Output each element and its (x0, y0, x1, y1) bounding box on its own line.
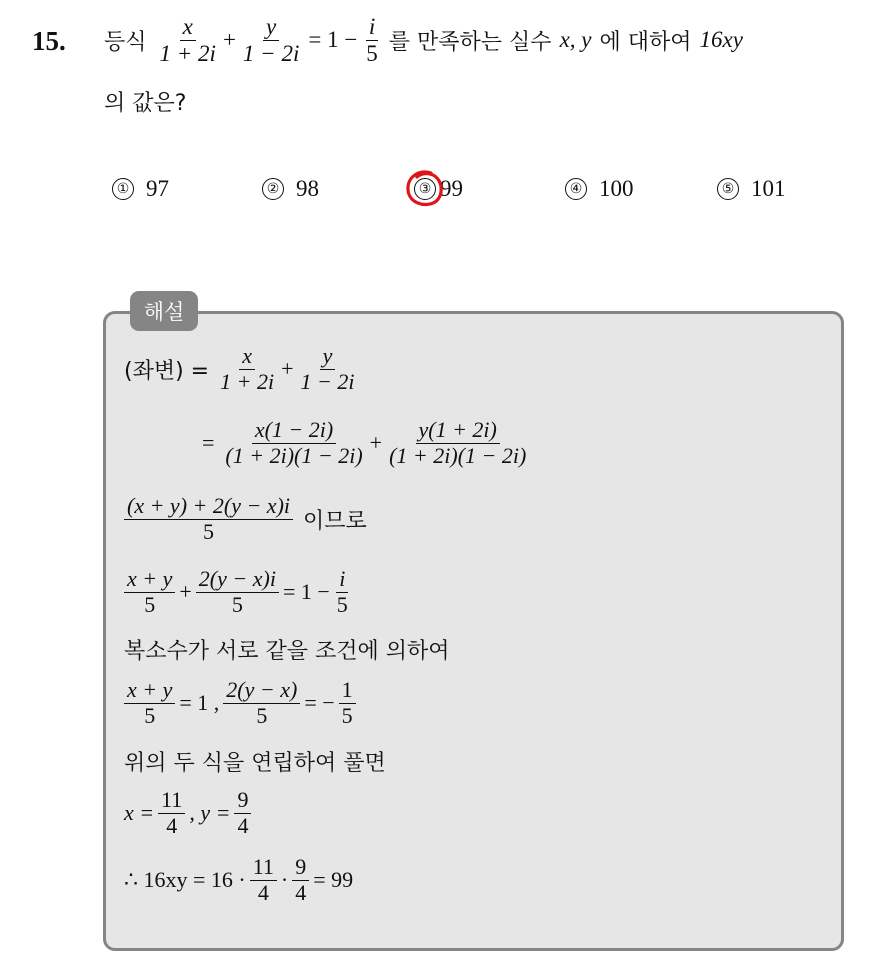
step4-op: + (179, 579, 192, 605)
step2-eq: = (202, 430, 215, 456)
solution-step-2 (202, 418, 533, 468)
step6-fraction-2 (223, 678, 300, 728)
fraction-denominator: 1 − 2i (242, 40, 300, 66)
step8-fraction-2 (234, 788, 251, 838)
step9-fraction-2 (292, 855, 309, 905)
fraction-numerator: 2(y − x)i (196, 567, 279, 593)
fraction-numerator: x(1 − 2i) (252, 418, 336, 444)
step4-fraction-2 (196, 567, 279, 617)
fraction-numerator: x + y (124, 678, 175, 704)
fraction-denominator: 5 (366, 40, 378, 66)
choice-value: 98 (296, 176, 319, 201)
step1-fraction-1 (217, 344, 277, 394)
step9-lead: ∴ 16xy = 16 · (124, 867, 246, 893)
fraction-numerator: x + y (124, 567, 175, 593)
fraction-denominator: 5 (336, 591, 348, 617)
choice-1[interactable] (112, 176, 169, 202)
choice-value: 99 (440, 176, 463, 201)
question-prefix: 등식 (104, 29, 147, 55)
question-fraction-x (157, 14, 219, 67)
fraction-numerator: 9 (234, 788, 251, 814)
choice-number: ① (112, 178, 134, 200)
fraction-denominator: 5 (341, 702, 353, 728)
fraction-denominator: 1 + 2i (159, 40, 216, 66)
step1-op: + (281, 356, 294, 382)
question-suffix-2: 에 대하여 (599, 29, 692, 55)
solution-step-4 (124, 567, 355, 617)
step8-fraction-1 (158, 788, 185, 838)
fraction-denominator: (1 + 2i)(1 − 2i) (389, 442, 527, 468)
fraction-numerator: (x + y) + 2(y − x)i (124, 494, 293, 520)
fraction-denominator: 5 (203, 518, 214, 544)
fraction-denominator: 4 (166, 812, 178, 838)
step2-fraction-2 (386, 418, 529, 468)
step4-fraction-1 (124, 567, 175, 617)
step8-x: x = (124, 800, 155, 826)
fraction-numerator: 2(y − x) (223, 678, 300, 704)
choice-number: ④ (565, 178, 587, 200)
step6-fraction-1 (124, 678, 175, 728)
fraction-denominator: 4 (237, 812, 249, 838)
choice-value: 100 (599, 176, 634, 201)
fraction-denominator: 1 + 2i (220, 368, 275, 394)
fraction-denominator: 5 (144, 702, 156, 728)
step6-fraction-3 (339, 678, 356, 728)
equals-one-minus: = 1 − (308, 27, 358, 53)
fraction-numerator: i (366, 14, 378, 41)
fraction-numerator: 9 (292, 855, 309, 881)
fraction-denominator: 5 (231, 591, 243, 617)
fraction-numerator: x (180, 14, 196, 41)
fraction-numerator: i (336, 567, 348, 593)
choice-value: 97 (146, 176, 169, 201)
step2-fraction-1 (222, 418, 365, 468)
question-fraction-i (363, 14, 381, 67)
question-fraction-y (240, 14, 302, 67)
step4-fraction-3 (334, 567, 351, 617)
solution-label: 해설 (130, 291, 198, 331)
question-number: 15. (32, 26, 66, 56)
choice-number: ② (262, 178, 284, 200)
solution-step-7: 위의 두 식을 연립하여 풀면 (124, 751, 386, 776)
fraction-numerator: y (263, 14, 279, 41)
step8-y: , y = (189, 800, 231, 826)
step9-fraction-1 (250, 855, 277, 905)
question-line-1 (104, 14, 743, 67)
choice-number: ⑤ (717, 178, 739, 200)
fraction-numerator: 11 (158, 788, 185, 814)
step9-dot: · (280, 867, 289, 893)
step3-fraction (124, 494, 293, 544)
answer-circle-mark-icon (403, 168, 447, 210)
solution-step-6 (124, 678, 360, 728)
step4-eq: = 1 − (282, 579, 330, 605)
question-vars: x, y (559, 27, 592, 53)
choice-value: 101 (751, 176, 786, 201)
question-line-2: 의 값은? (104, 91, 187, 116)
fraction-denominator: 4 (257, 879, 269, 905)
solution-step-9 (124, 855, 353, 905)
choice-number: ③ (414, 178, 436, 200)
choice-2[interactable] (262, 176, 319, 202)
fraction-numerator: x (239, 344, 255, 370)
plus-sign: + (222, 27, 236, 53)
step9-result: = 99 (313, 867, 354, 893)
fraction-denominator: (1 + 2i)(1 − 2i) (225, 442, 363, 468)
fraction-numerator: y (320, 344, 336, 370)
fraction-denominator: 5 (256, 702, 268, 728)
fraction-numerator: y(1 + 2i) (416, 418, 500, 444)
solution-step-5: 복소수가 서로 같을 조건에 의하여 (124, 639, 450, 664)
fraction-numerator: 1 (339, 678, 356, 704)
question-target: 16xy (699, 27, 743, 53)
fraction-denominator: 1 − 2i (300, 368, 355, 394)
step1-lhs: (좌변) = (124, 358, 210, 384)
step2-op: + (369, 430, 383, 456)
fraction-denominator: 4 (295, 879, 307, 905)
step6-eq-2: = − (304, 690, 335, 716)
step3-text: 이므로 (303, 508, 367, 534)
question-suffix-1: 를 만족하는 실수 (388, 29, 552, 55)
step6-eq-1: = 1 , (179, 690, 220, 716)
solution-step-3 (124, 494, 367, 544)
fraction-denominator: 5 (144, 591, 156, 617)
choice-5[interactable] (717, 176, 786, 202)
solution-step-8 (124, 788, 255, 838)
fraction-numerator: 11 (250, 855, 277, 881)
step1-fraction-2 (298, 344, 358, 394)
solution-step-1 (124, 344, 361, 394)
choice-4[interactable] (565, 176, 634, 202)
